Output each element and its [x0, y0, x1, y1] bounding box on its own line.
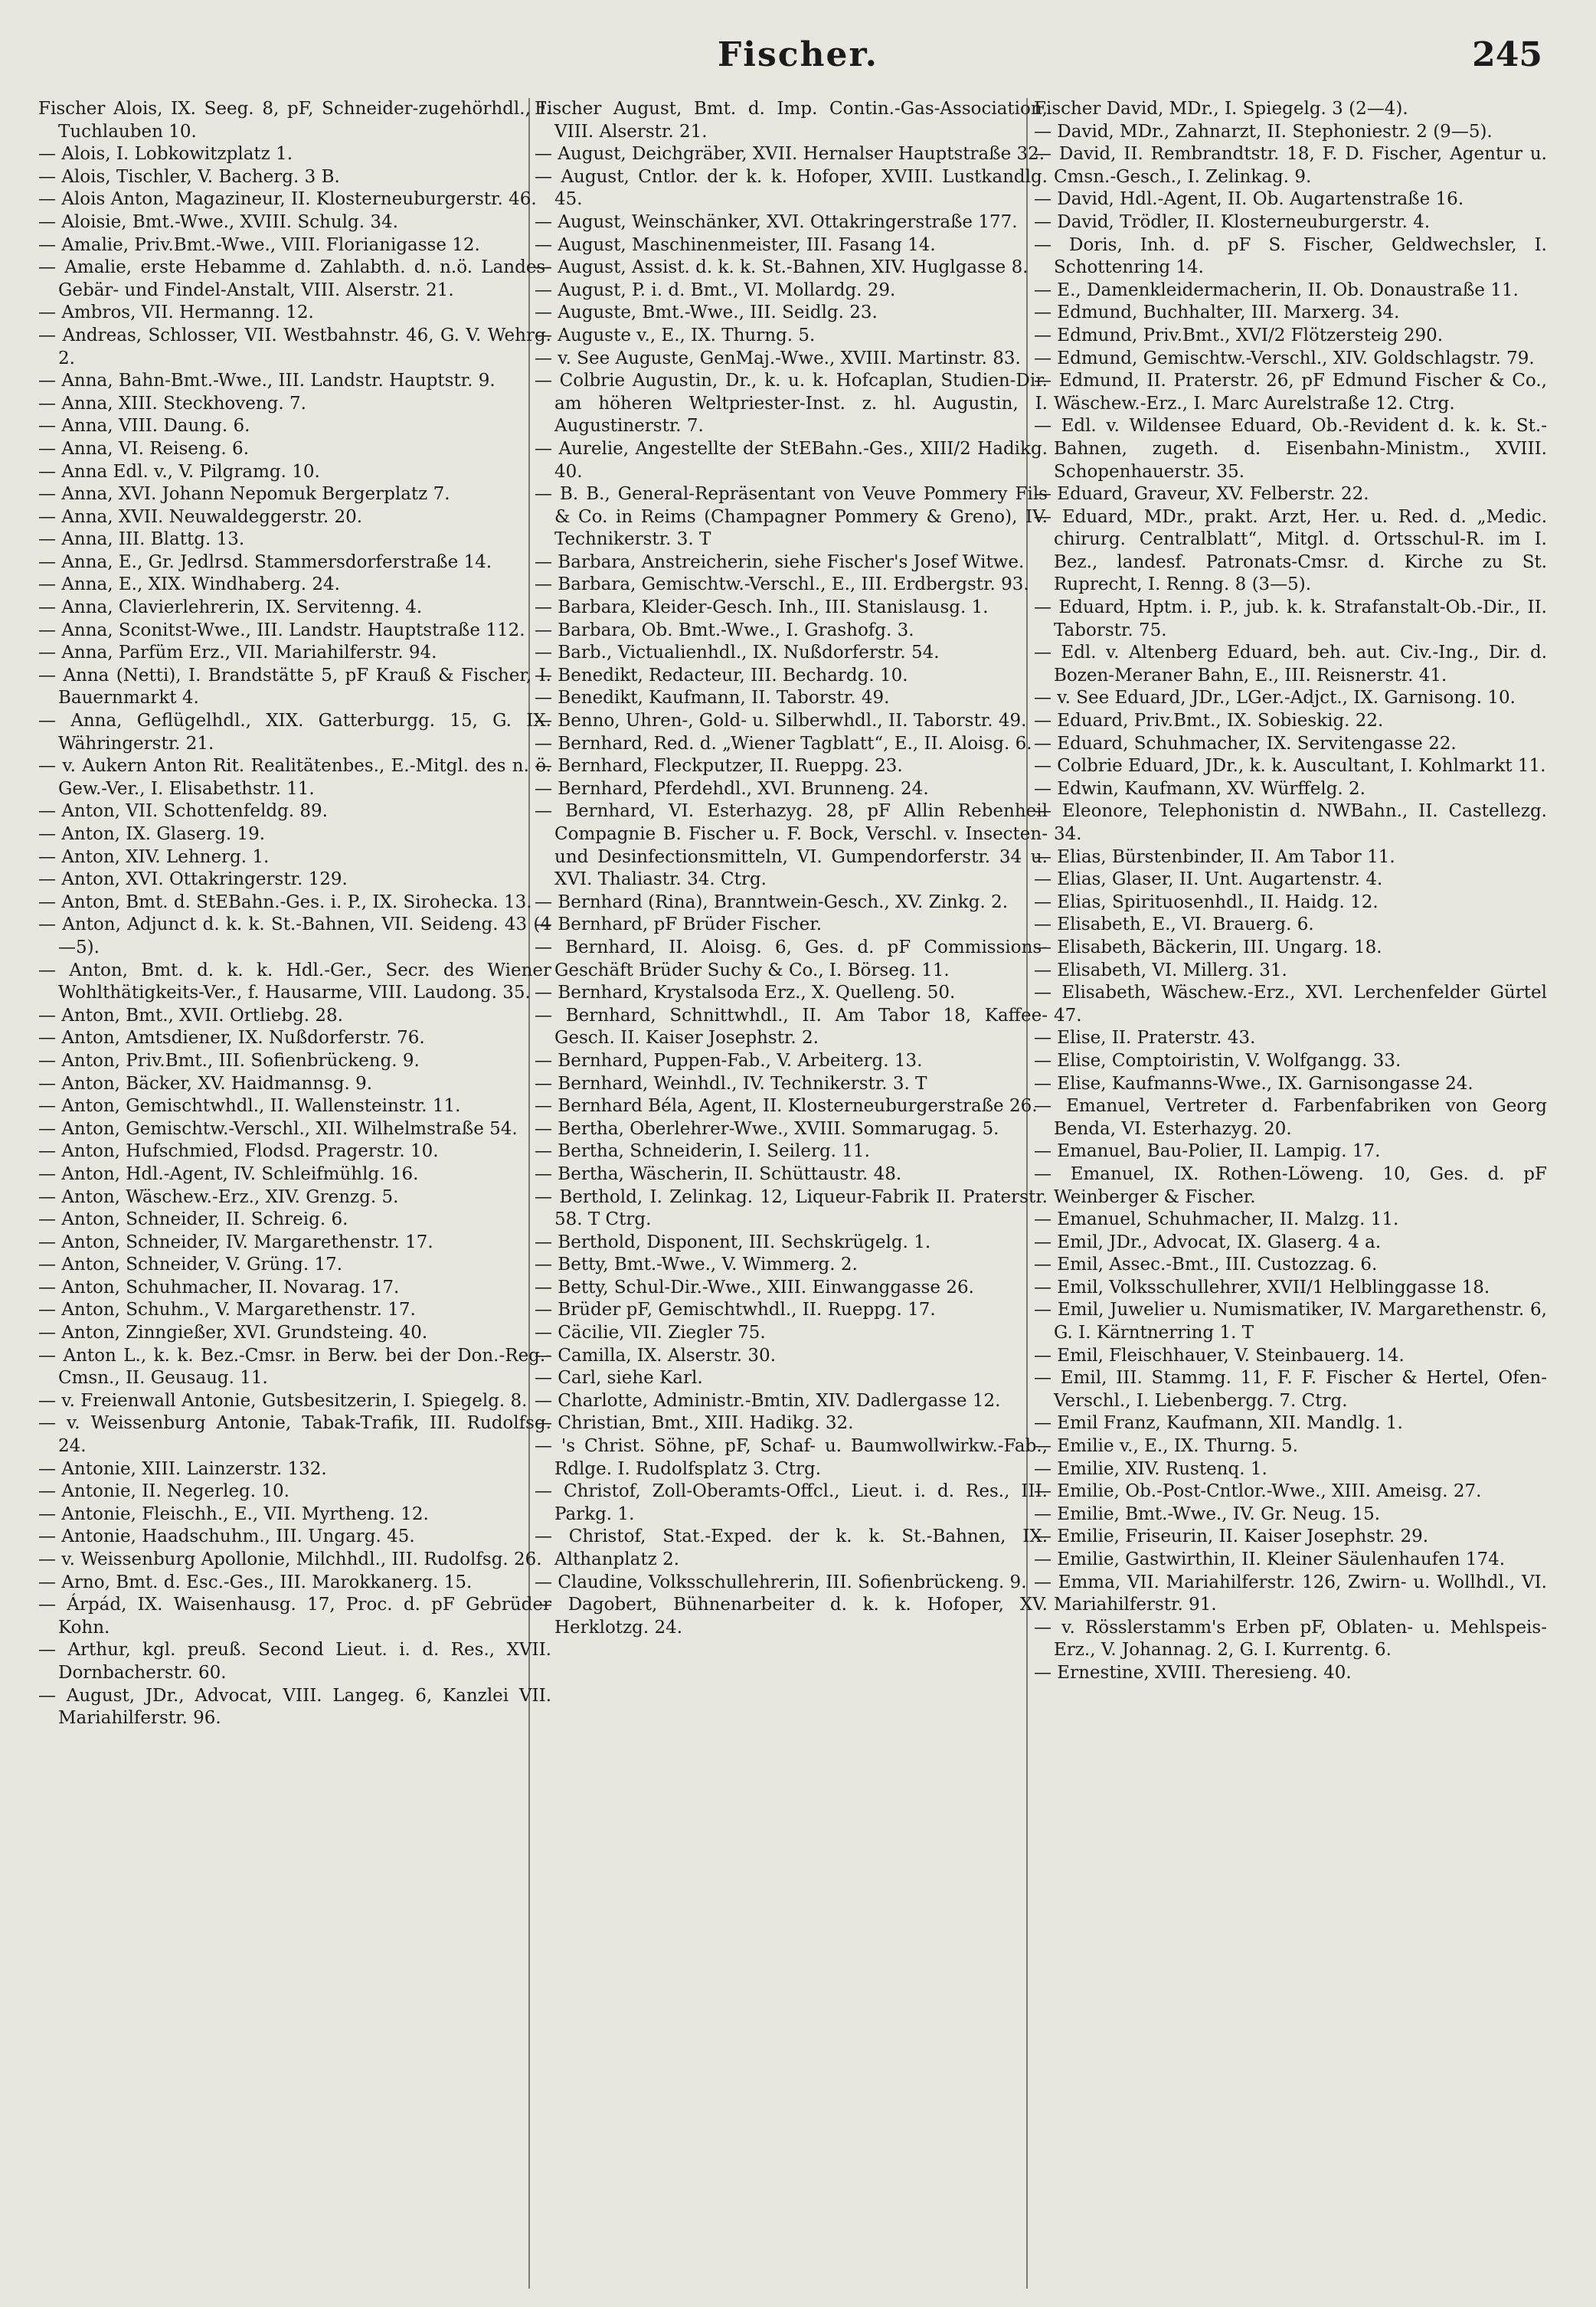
directory-entry: — Elisabeth, Wäschew.-Erz., XVI. Lerchenfelder Gürtel 47. [1034, 983, 1547, 1026]
directory-entry: — Anna, XVI. Johann Nepomuk Bergerplatz 7. [38, 484, 450, 505]
column-1 [38, 98, 551, 2289]
directory-entry: — Carl, siehe Karl. [535, 1368, 703, 1389]
directory-entry: — Antonie, Fleischh., E., VII. Myrtheng. 12. [38, 1504, 429, 1524]
directory-entry: — Anton, Bmt. d. StEBahn.-Ges. i. P., IX. Sirohecka. 13. [38, 892, 532, 912]
directory-entry: — Anna, VIII. Daung. 6. [38, 416, 250, 437]
directory-entry: — Anna, Geflügelhdl., XIX. Gatterburgg. 15, G. IX. Währingerstr. 21. [38, 711, 551, 754]
directory-entry: — Anton, Bmt., XVII. Ortliebg. 28. [38, 1005, 343, 1026]
directory-entry: — Edmund, Priv.Bmt., XVI/2 Flötzersteig 290. [1034, 325, 1444, 345]
page-number: 245 [1472, 35, 1542, 74]
directory-entry: — Claudine, Volksschullehrerin, III. Sofienbrückeng. 9. [535, 1572, 1027, 1592]
directory-entry: — Barb., Victualienhdl., IX. Nußdorferstr. 54. [535, 643, 940, 663]
directory-entry: — Eleonore, Telephonistin d. NWBahn., II. Castellezg. 34. [1034, 801, 1547, 844]
directory-entry: — E., Damenkleidermacherin, II. Ob. Donaustraße 11. [1034, 280, 1519, 300]
directory-entry: — Anna, Parfüm Erz., VII. Mariahilferstr. 94. [38, 643, 437, 663]
directory-entry: — Eduard, Hptm. i. P., jub. k. k. Strafanstalt-Ob.-Dir., II. Taborstr. 75. [1034, 597, 1547, 640]
directory-entry: — Bernhard (Rina), Branntwein-Gesch., XV. Zinkg. 2. [535, 892, 1009, 912]
directory-entry: — Brüder pF, Gemischtwhdl., II. Rueppg. 17. [535, 1300, 936, 1320]
directory-entry: — Elisabeth, Bäckerin, III. Ungarg. 18. [1034, 937, 1382, 957]
directory-entry: — Amalie, Priv.Bmt.-Wwe., VIII. Florianigasse 12. [38, 234, 480, 255]
directory-entry: — Elisabeth, VI. Millerg. 31. [1034, 960, 1287, 980]
directory-entry: — v. Rösslerstamm's Erben pF, Oblaten- u. Mehlspeis-Erz., V. Johannag. 2, G. I. Kurrentg. 6. [1034, 1617, 1547, 1661]
directory-entry: — Bernhard Béla, Agent, II. Klosterneuburgerstraße 26. [535, 1096, 1038, 1117]
directory-entry: — Andreas, Schlosser, VII. Westbahnstr. 46, G. V. Wehrg. 2. [38, 325, 551, 368]
directory-entry: — Anna Edl. v., V. Pilgramg. 10. [38, 461, 320, 482]
directory-entry: — Anton, Schuhmacher, II. Novarag. 17. [38, 1277, 400, 1297]
directory-entry: — Barbara, Kleider-Gesch. Inh., III. Stanislausg. 1. [535, 597, 989, 618]
directory-entry: — Alois, Tischler, V. Bacherg. 3 B. [38, 166, 340, 187]
directory-entry: — Amalie, erste Hebamme d. Zahlabth. d. n.ö. Landes-Gebär- und Findel-Anstalt, VIII. Alserstr. 21. [38, 257, 551, 300]
directory-entry: — Anna, E., Gr. Jedlrsd. Stammersdorferstraße 14. [38, 551, 492, 572]
directory-entry: — Emanuel, IX. Rothen-Löweng. 10, Ges. d. pF Weinberger & Fischer. [1034, 1163, 1547, 1207]
directory-entry: — Colbrie Augustin, Dr., k. u. k. Hofcaplan, Studien-Dir. am höheren Weltpriester-Inst. z. hl. Augustin, I. Augustinerstr. 7. [535, 371, 1048, 437]
directory-entry: — Edmund, Buchhalter, III. Marxerg. 34. [1034, 303, 1400, 323]
directory-entry: — Bernhard, II. Aloisg. 6, Ges. d. pF Commissions-Geschäft Brüder Suchy & Co., I. Börseg. 11. [535, 937, 1048, 980]
directory-entry: — Anton, Bmt. d. k. k. Hdl.-Ger., Secr. des Wiener Wohlthätigkeits-Ver., f. Hausarme, VIII. Laudong. 35. [38, 960, 551, 1003]
directory-entry: — Emilie, Bmt.-Wwe., IV. Gr. Neug. 15. [1034, 1504, 1381, 1524]
directory-entry: — Bertha, Schneiderin, I. Seilerg. 11. [535, 1141, 870, 1162]
directory-entry: — Emil, Juwelier u. Numismatiker, IV. Margarethenstr. 6, G. I. Kärntnerring 1. T [1034, 1300, 1547, 1343]
directory-entry: — B. B., General-Repräsentant von Veuve Pommery Fils & Co. in Reims (Champagner Pommery & Greno), IV. Technikerstr. 3. T [535, 484, 1048, 550]
directory-entry: — Camilla, IX. Alserstr. 30. [535, 1345, 777, 1366]
directory-entry: — Eduard, Graveur, XV. Felberstr. 22. [1034, 484, 1369, 505]
directory-entry: — Anton, IX. Glaserg. 19. [38, 824, 266, 844]
directory-entry: — Benedikt, Kaufmann, II. Taborstr. 49. [535, 688, 890, 708]
directory-entry: — Eduard, Priv.Bmt., IX. Sobieskig. 22. [1034, 711, 1384, 731]
directory-entry: — Anton, Zinngießer, XVI. Grundsteing. 40. [38, 1323, 428, 1343]
directory-entry: — Aurelie, Angestellte der StEBahn.-Ges., XIII/2 Hadikg. 40. [535, 438, 1048, 482]
directory-entry: — David, MDr., Zahnarzt, II. Stephoniestr. 2 (9—5). [1034, 121, 1493, 142]
directory-entry: — v. Aukern Anton Rit. Realitätenbes., E.-Mitgl. des n. ö. Gew.-Ver., I. Elisabethstr. 11. [38, 756, 551, 799]
directory-entry: — Anton, Schuhm., V. Margarethenstr. 17. [38, 1300, 416, 1320]
directory-entry: — Emilie, Gastwirthin, II. Kleiner Säulenhaufen 174. [1034, 1549, 1506, 1569]
directory-entry: — Edmund, II. Praterstr. 26, pF Edmund Fischer & Co., Wäschew.-Erz., I. Marc Aurelstraße 12. Ctrg. [1034, 371, 1547, 414]
directory-entry: — Anton L., k. k. Bez.-Cmsr. in Berw. bei der Don.-Reg.-Cmsn., II. Geusaug. 11. [38, 1345, 551, 1389]
directory-entry: — Bernhard, Weinhdl., IV. Technikerstr. 3. T [535, 1073, 927, 1094]
directory-entry: — Anton, VII. Schottenfeldg. 89. [38, 801, 328, 822]
directory-entry: — Edl. v. Wildensee Eduard, Ob.-Revident d. k. k. St.-Bahnen, zugeth. d. Eisenbahn-Ministm., XVIII. Schopenhauerstr. 35. [1034, 416, 1547, 482]
directory-entry: — Berthold, I. Zelinkag. 12, Liqueur-Fabrik II. Praterstr. 58. T Ctrg. [535, 1186, 1048, 1230]
directory-entry: — 's Christ. Söhne, pF, Schaf- u. Baumwollwirkw.-Fab., Rdlge. I. Rudolfsplatz 3. Ctrg. [535, 1436, 1048, 1479]
directory-entry: — Anton, XIV. Lehnerg. 1. [38, 846, 270, 867]
directory-entry: — Emil, Assec.-Bmt., III. Custozzag. 6. [1034, 1255, 1378, 1275]
directory-entry: — David, Hdl.-Agent, II. Ob. Augartenstraße 16. [1034, 189, 1464, 210]
directory-entry: — Emilie, XIV. Rustenq. 1. [1034, 1458, 1267, 1479]
directory-entry: — Emma, VII. Mariahilferstr. 126, Zwirn- u. Wollhdl., VI. Mariahilferstr. 91. [1034, 1572, 1547, 1615]
directory-entry: — Emanuel, Schuhmacher, II. Malzg. 11. [1034, 1209, 1399, 1230]
directory-entry: — v. Weissenburg Apollonie, Milchhdl., III. Rudolfsg. 26. [38, 1549, 542, 1569]
directory-entry: — Anton, Schneider, II. Schreig. 6. [38, 1209, 348, 1230]
column-2 [535, 98, 1048, 2289]
directory-entry: — Emilie, Friseurin, II. Kaiser Josephstr. 29. [1034, 1527, 1429, 1547]
directory-entry: — Bernhard, VI. Esterhazyg. 28, pF Allin Rebenheil Compagnie B. Fischer u. F. Bock, Verschl. v. Insecten- und Desinfectionsmitteln, VI. Gumpendorferstr. 34 u. XVI. Thaliastr. 34. Ctrg. [535, 801, 1048, 890]
directory-entry: — Anton, Hdl.-Agent, IV. Schleifmühlg. 16. [38, 1163, 419, 1184]
directory-entry: — August, JDr., Advocat, VIII. Langeg. 6, Kanzlei VII. Mariahilferstr. 96. [38, 1685, 551, 1729]
directory-entry: — Barbara, Ob. Bmt.-Wwe., I. Grashofg. 3. [535, 620, 914, 640]
directory-entry: — Anna, III. Blattg. 13. [38, 529, 245, 550]
directory-entry: — Benedikt, Redacteur, III. Bechardg. 10. [535, 665, 908, 686]
directory-entry: — Emanuel, Vertreter d. Farbenfabriken von Georg Benda, VI. Esterhazyg. 20. [1034, 1096, 1547, 1139]
directory-entry: — Anton, Hufschmied, Flodsd. Pragerstr. 10. [38, 1141, 439, 1162]
directory-entry: — Emil Franz, Kaufmann, XII. Mandlg. 1. [1034, 1413, 1403, 1434]
directory-entry: — Anton, Bäcker, XV. Haidmannsg. 9. [38, 1073, 373, 1094]
directory-entry: — Bernhard, pF Brüder Fischer. [535, 915, 823, 935]
directory-entry: — Edl. v. Altenberg Eduard, beh. aut. Civ.-Ing., Dir. d. Bozen-Meraner Bahn, E., III. Reisnerstr. 41. [1034, 643, 1547, 686]
directory-entry: — Emil, III. Stammg. 11, F. F. Fischer & Hertel, Ofen-Verschl., I. Liebenbergg. 7. Ctrg. [1034, 1368, 1547, 1411]
directory-entry: — Ernestine, XVIII. Theresieng. 40. [1034, 1662, 1352, 1683]
directory-entry: — Emilie v., E., IX. Thurng. 5. [1034, 1436, 1298, 1457]
directory-entry: — David, Trödler, II. Klosterneuburgerstr. 4. [1034, 211, 1431, 232]
directory-entry: — Anton, Amtsdiener, IX. Nußdorferstr. 76. [38, 1028, 425, 1049]
directory-entry: — v. Freienwall Antonie, Gutsbesitzerin, I. Spiegelg. 8. [38, 1390, 528, 1411]
directory-entry: — Anton, Wäschew.-Erz., XIV. Grenzg. 5. [38, 1186, 399, 1207]
directory-entry: Fischer August, Bmt. d. Imp. Contin.-Gas-Association, VIII. Alserstr. 21. [535, 99, 1048, 142]
directory-entry: — Anton, Gemischtw.-Verschl., XII. Wilhelmstraße 54. [38, 1118, 518, 1139]
directory-entry: — Barbara, Gemischtw.-Verschl., E., III. Erdbergstr. 93. [535, 574, 1029, 595]
directory-entry: — Árpád, IX. Waisenhausg. 17, Proc. d. pF Gebrüder Kohn. [38, 1595, 551, 1638]
directory-entry: — Anton, Gemischtwhdl., II. Wallensteinstr. 11. [38, 1096, 461, 1117]
directory-entry: — Emanuel, Bau-Polier, II. Lampig. 17. [1034, 1141, 1381, 1162]
directory-entry: — Bernhard, Schnittwhdl., II. Am Tabor 18, Kaffee-Gesch. II. Kaiser Josephstr. 2. [535, 1005, 1048, 1049]
directory-entry: — Edmund, Gemischtw.-Verschl., XIV. Goldschlagstr. 79. [1034, 348, 1535, 368]
directory-entry: — Alois Anton, Magazineur, II. Klosterneuburgerstr. 46. [38, 189, 537, 210]
directory-entry: Fischer Alois, IX. Seeg. 8, pF, Schneider-zugehörhdl., I. Tuchlauben 10. [38, 99, 551, 142]
directory-entry: — Elise, II. Praterstr. 43. [1034, 1028, 1256, 1049]
directory-entry: — August, P. i. d. Bmt., VI. Mollardg. 29. [535, 280, 896, 300]
directory-entry: — Elias, Spirituosenhdl., II. Haidg. 12. [1034, 892, 1379, 912]
directory-entry: — August, Weinschänker, XVI. Ottakringerstraße 177. [535, 211, 1018, 232]
directory-entry: — Anton, Schneider, V. Grüng. 17. [38, 1255, 343, 1275]
directory-entry: — Emil, Fleischhauer, V. Steinbauerg. 14. [1034, 1345, 1405, 1366]
directory-entry: — Arno, Bmt. d. Esc.-Ges., III. Marokkanerg. 15. [38, 1572, 473, 1592]
directory-entry: — Anna, E., XIX. Windhaberg. 24. [38, 574, 340, 595]
directory-entry: — Elias, Glaser, II. Unt. Augartenstr. 4. [1034, 869, 1383, 890]
directory-entry: — Anna, Sconitst-Wwe., III. Landstr. Hauptstraße 112. [38, 620, 525, 640]
directory-entry: — Anton, Priv.Bmt., III. Sofienbrückeng. 9. [38, 1050, 420, 1071]
directory-entry: — Emilie, Ob.-Post-Cntlor.-Wwe., XIII. Ameisg. 27. [1034, 1481, 1482, 1502]
directory-entry: — Christof, Stat.-Exped. der k. k. St.-Bahnen, IX. Althanplatz 2. [535, 1527, 1048, 1569]
directory-entry: — Bertha, Wäscherin, II. Schüttaustr. 48. [535, 1163, 902, 1184]
directory-entry: — Eduard, MDr., prakt. Arzt, Her. u. Red. d. „Medic. chirurg. Centralblatt“, Mitgl. d. Ortsschul-R. im I. Bez., landesf. Patronats-Cmsr. d. Kirche zu St. Ruprecht, I. Renng. 8 (3—5). [1034, 506, 1547, 595]
directory-entry: — August, Maschinenmeister, III. Fasang 14. [535, 234, 936, 255]
directory-entry: — Ambros, VII. Hermanng. 12. [38, 303, 314, 323]
directory-entry: — Christian, Bmt., XIII. Hadikg. 32. [535, 1413, 854, 1434]
directory-entry: — Barbara, Anstreicherin, siehe Fischer's Josef Witwe. [535, 551, 1025, 572]
directory-entry: — David, II. Rembrandtstr. 18, F. D. Fischer, Agentur u. Cmsn.-Gesch., I. Zelinkag. 9. [1034, 144, 1547, 187]
directory-entry: Fischer David, MDr., I. Spiegelg. 3 (2—4). [1034, 99, 1408, 119]
directory-entry: — Benno, Uhren-, Gold- u. Silberwhdl., II. Taborstr. 49. [535, 711, 1027, 731]
directory-entry: — Antonie, Haadschuhm., III. Ungarg. 45. [38, 1527, 415, 1547]
directory-entry: — Edwin, Kaufmann, XV. Würffelg. 2. [1034, 778, 1365, 799]
directory-entry: — v. Weissenburg Antonie, Tabak-Trafik, III. Rudolfsg. 24. [38, 1413, 551, 1457]
directory-entry: — Bernhard, Pferdehdl., XVI. Brunneng. 24. [535, 778, 929, 799]
directory-entry: — Anna, Clavierlehrerin, IX. Servitenng. 4. [38, 597, 423, 618]
directory-entry: — Colbrie Eduard, JDr., k. k. Auscultant, I. Kohlmarkt 11. [1034, 756, 1546, 777]
directory-entry: — Elise, Comptoiristin, V. Wolfgangg. 33. [1034, 1050, 1401, 1071]
directory-entry: — Elias, Bürstenbinder, II. Am Tabor 11. [1034, 846, 1395, 867]
page-header [0, 0, 1596, 92]
directory-entry: — August, Assist. d. k. k. St.-Bahnen, XIV. Huglgasse 8. [535, 257, 1029, 278]
directory-entry: — Dagobert, Bühnenarbeiter d. k. k. Hofoper, XV. Herklotzg. 24. [535, 1595, 1048, 1638]
directory-entry: — Auguste v., E., IX. Thurng. 5. [535, 325, 816, 345]
directory-entry: — Eduard, Schuhmacher, IX. Servitengasse 22. [1034, 733, 1457, 754]
directory-entry: — Berthold, Disponent, III. Sechskrügelg. 1. [535, 1232, 931, 1252]
directory-entry: — Anton, Adjunct d. k. k. St.-Bahnen, VII. Seideng. 43 (4—5). [38, 915, 551, 957]
directory-entry: — Anna (Netti), I. Brandstätte 5, pF Krauß & Fischer, I. Bauernmarkt 4. [38, 665, 551, 708]
directory-entry: — v. See Eduard, JDr., LGer.-Adjct., IX. Garnisong. 10. [1034, 688, 1516, 708]
directory-entry: — Antonie, II. Negerleg. 10. [38, 1481, 289, 1502]
directory-entry: — Bernhard, Krystalsoda Erz., X. Quelleng. 50. [535, 983, 956, 1003]
directory-entry: — Elisabeth, E., VI. Brauerg. 6. [1034, 915, 1314, 935]
directory-entry: — Antonie, XIII. Lainzerstr. 132. [38, 1458, 327, 1479]
directory-entry: — Cäcilie, VII. Ziegler 75. [535, 1323, 766, 1343]
directory-entry: — Anna, VI. Reiseng. 6. [38, 438, 250, 459]
directory-entry: — Anna, XIII. Steckhoveng. 7. [38, 393, 306, 414]
directory-entry: — Bertha, Oberlehrer-Wwe., XVIII. Sommarugag. 5. [535, 1118, 999, 1139]
directory-entry: — Anton, XVI. Ottakringerstr. 129. [38, 869, 348, 890]
directory-entry: — Betty, Bmt.-Wwe., V. Wimmerg. 2. [535, 1255, 858, 1275]
directory-entry: — August, Cntlor. der k. k. Hofoper, XVIII. Lustkandlg. 45. [535, 166, 1048, 210]
directory-entry: — Betty, Schul-Dir.-Wwe., XIII. Einwanggasse 26. [535, 1277, 974, 1297]
directory-entry: — Emil, JDr., Advocat, IX. Glaserg. 4 a. [1034, 1232, 1382, 1252]
directory-entry: — Elise, Kaufmanns-Wwe., IX. Garnisongasse 24. [1034, 1073, 1473, 1094]
directory-entry: — v. See Auguste, GenMaj.-Wwe., XVIII. Martinstr. 83. [535, 348, 1021, 368]
directory-entry: — Bernhard, Fleckputzer, II. Rueppg. 23. [535, 756, 903, 777]
directory-entry: — Bernhard, Puppen-Fab., V. Arbeiterg. 13. [535, 1050, 923, 1071]
directory-entry: — Doris, Inh. d. pF S. Fischer, Geldwechsler, I. Schottenring 14. [1034, 234, 1547, 278]
directory-entry: — Emil, Volksschullehrer, XVII/1 Helblinggasse 18. [1034, 1277, 1490, 1297]
directory-entry: — Charlotte, Administr.-Bmtin, XIV. Dadlergasse 12. [535, 1390, 1001, 1411]
directory-entry: — Bernhard, Red. d. „Wiener Tagblatt“, E., II. Aloisg. 6. [535, 733, 1032, 754]
directory-entry: — Alois, I. Lobkowitzplatz 1. [38, 144, 293, 165]
directory-entry: — Christof, Zoll-Oberamts-Offcl., Lieut. i. d. Res., III. Parkg. 1. [535, 1481, 1048, 1524]
directory-entry: — Anna, Bahn-Bmt.-Wwe., III. Landstr. Hauptstr. 9. [38, 371, 495, 391]
directory-entry: — August, Deichgräber, XVII. Hernalser Hauptstraße 32. [535, 144, 1045, 165]
directory-entry: — Aloisie, Bmt.-Wwe., XVIII. Schulg. 34. [38, 211, 398, 232]
directory-entry: — Anna, XVII. Neuwaldeggerstr. 20. [38, 506, 363, 527]
directory-entry: — Anton, Schneider, IV. Margarethenstr. 17. [38, 1232, 433, 1252]
column-3 [1034, 98, 1547, 2289]
page-title: Fischer. [718, 35, 878, 74]
directory-entry: — Auguste, Bmt.-Wwe., III. Seidlg. 23. [535, 303, 878, 323]
directory-entry: — Arthur, kgl. preuß. Second Lieut. i. d. Res., XVII. Dornbacherstr. 60. [38, 1640, 551, 1683]
